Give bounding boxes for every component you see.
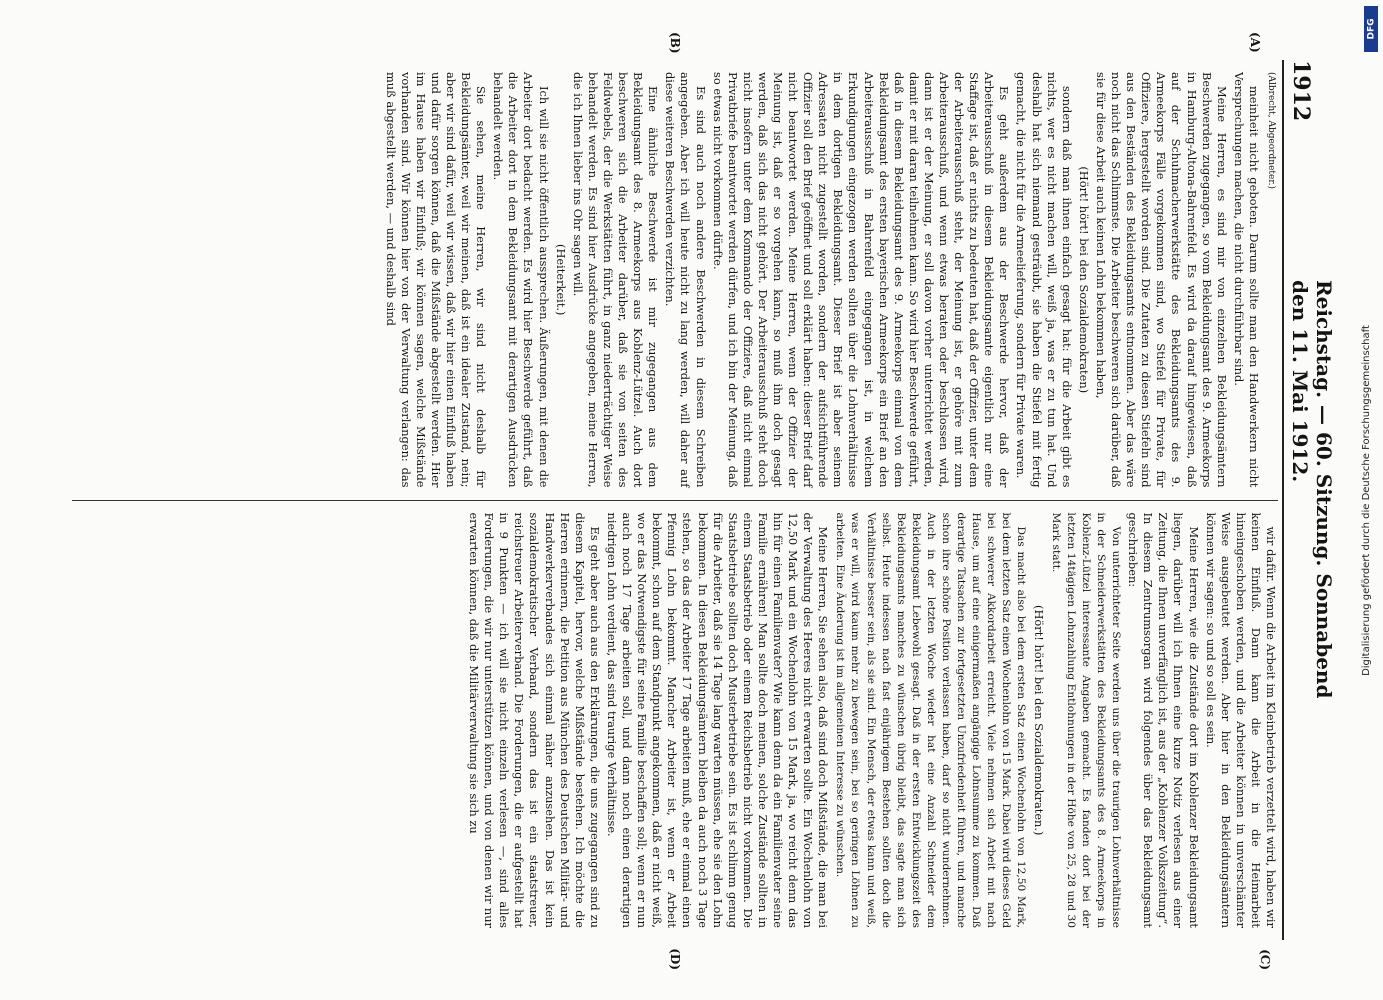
paragraph: wir dafür. Wenn die Arbeit im Kleinbetrieb verzettelt wird, haben wir keinen Einfluß. Dann kann die Arbeit in die Heimarbeit hineingeschoben werden, und die Arbeiter können in unverschämter Weise ausgebeutet werden. Aber hier in den Bekleidungsämtern können wir sagen: so und so soll es sein. xyxy=(1203,512,1278,928)
paragraph: Meine Herren, Sie sehen also, daß sind doch Mißstände, die man bei der Verwaltung des Heeres nicht erwarten sollte. Ein Wochenlohn von 12,50 Mark und ein Wochenlohn von 15 Mark, ja, wo reicht denn das hin für einen Familienvater? Wie kann denn da ein Familienvater seine Familie ernähren! Man sollte doch meinen, solche Zustände sollten in einem Staatsbetrieb oder einem Reichsbetrieb nicht vorkommen. Die Staatsbetriebe sollten doch Musterbetriebe sein. Es ist schlimm genug für die Arbeiter, daß sie 14 Tage lang warten müssen, ehe sie den Lohn bekommen. In diesen Bekleidungsämtern bleiben da auch noch 3 Tage stehen, so das der Arbeiter 17 Tage arbeiten muß, ehe er einmal einen Pfennig Lohn bekommt. Mancher Arbeiter ist, wenn er Arbeit bekommt, schon auf dem Standpunkt angekommen, daß er nicht weiß, wo er das Notwendigste für seine Familie beschaffen soll; wenn er nun auch noch 17 Tage arbeiten soll, und dann noch einen derartigen niedrigen Lohn verdient, das sind traurige Verhältnisse. xyxy=(604,512,830,928)
left-column xyxy=(72,60,1278,500)
dfg-logo: DFG xyxy=(1364,6,1378,52)
margin-marker-b: (B) xyxy=(667,32,682,54)
quoted-paragraph: Das macht also bei dem ersten Satz einen Wochenlohn von 12,50 Mark, bei dem letzten Satz einen Wochenlohn von 15 Mark. Dabei wird dieses Geld bei schwerer Akkordarbeit erreicht. Viele nehmen sich Arbeit mit nach Hause, um auf eine einigermaßen angängige Lohnsumme zu kommen. Daß derartige Tatsachen zur fortgesetzten Unzufriedenheit führen, und manche schon ihre schöne Position verlassen haben, darf so nicht wundernehmen. Auch in der letzten Woche wieder hat eine Anzahl Schneider dem Bekleidungsamt Lebewohl gesagt. Daß in der ersten Entwicklungszeit des Bekleidungsamts manches zu wünschen übrig bleibt, das sagte man sich selbst. Heute indessen nach fast einjährigem Bestehen sollten doch die Verhältnisse besser sein, als sie sind. Ein Mensch, der etwas kann und weiß, was er will, wird kaum mehr zu bewegen sein, bei so geringen Löhnen zu arbeiten. Eine Änderung ist im allgemeinen Interesse zu wünschen. xyxy=(833,512,1027,928)
text-columns xyxy=(72,60,1278,940)
interjection: (Hört! hört! bei den Sozialdemokraten.) xyxy=(1031,605,1046,836)
page-header xyxy=(1282,60,1336,940)
speaker-note: (Albrecht, Abgeordneter.) xyxy=(1265,72,1276,190)
paragraph: Sie sehen, meine Herren, wir sind nicht deshalb für Bekleidungsämter, weil wir meinen, daß ist ein idealer Zustand, nein; aber wir sind dafür, weil wir wissen, daß wir hier einen Einfluß haben und dafür sorgen können, daß die Mißstände abgestellt werden. Hier im Hause haben wir Einfluß; wir können sagen, welche Mißstände vorhanden sind. Wir können hier von der Verwaltung verlangen: das muß abgestellt werden, — und deshalb sind xyxy=(383,72,488,488)
digitization-note: Digitalisierung gefördert durch die Deutsche Forschungsgemeinschaft xyxy=(1360,324,1372,676)
paragraph: Meine Herren, es sind mir von einzelnen Bekleidungsämtern Beschwerden zugegangen, so vom Bekleidungsamt des 9. Armeekorps in Hamburg-Altona-Bahrenfeld. Es wird da darauf hingewiesen, daß auf der Schuhmacherwerkstätte des Bekleidungsamts des 9. Armeekorps Fälle vorgekommen sind, wo Stiefel für Private, für Offiziere, hergestellt worden sind. Die Zutaten zu diesen Stiefeln sind aus den Beständen des Bekleidungsamts entnommen. Aber das wäre noch nicht das Schlimmste. Die Arbeiter beschweren sich darüber, daß sie für diese Arbeit auch keinen Lohn bekommen haben, xyxy=(1093,72,1229,488)
paragraph: Eine ähnliche Beschwerde ist mir zugegangen aus dem Bekleidungsamt des 8. Armeekorps aus Koblenz-Lützel. Auch dort beschweren sich die Arbeiter darüber, daß sie von seiten des Feldwebels, der die Werkstätten führt, in ganz niederträchtiger Weise behandelt werden. Es sind hier Ausdrücke angegeben, meine Herren, die ich Ihnen lieber ins Ohr sagen will. xyxy=(570,72,660,488)
interjection: (Hört! hört! bei den Sozialdemokraten) xyxy=(1076,166,1091,394)
paragraph: Es geht außerdem aus der Beschwerde hervor, daß der Arbeiterausschuß in diesem Bekleidungsamte eigentlich nur eine Staffage ist, daß er nichts zu bedeuten hat, daß der Offizier, unter dem der Arbeiterausschuß steht, der Meinung ist, er gehöre mit zum Arbeiterausschuß, und wenn etwas beraten oder beschlossen wird, dann ist er der Meinung, er soll davon vorher unterrichtet werden, damit er mit daran teilnehmen kann. So wird hier Beschwerde geführt, daß in diesem Bekleidungsamt des 9. Armeekorps einmal von dem Bekleidungsamt des ersten bayerischen Armeekorps ein Brief an den Arbeiterausschuß in Bahrenfeld eingegangen ist, in welchem Erkundigungen eingezogen werden sollten über die Lohnverhältnisse in dem dortigen Bekleidungsamt. Dieser Brief ist aber seinem Adressaten nicht zugestellt worden, sondern der aufsichtführende Offizier soll den Brief geöffnet und soll erklärt haben: dieser Brief darf nicht beantwortet werden. Meine Herren, wenn der Offizier der Meinung ist, daß er so vorgehen kann, so muß ihm doch gesagt werden, daß sich das nicht gehört. Der Arbeiterausschuß steht doch nicht insofern unter dem Kommando der Offiziere, daß nicht einmal Privatbriefe beantwortet werden dürfen, und ich bin der Meinung, daß so etwas nicht vorkommen dürfte. xyxy=(710,72,1011,488)
page-title: Reichstag. — 60. Sitzung. Sonnabend den 11. Mai 1912. xyxy=(1287,280,1336,699)
right-column xyxy=(72,501,1278,941)
paragraph: sondern daß man ihnen einfach gesagt hat: für die Arbeit gibt es nichts, wer es nicht machen will, weiß ja, was er zu tun hat. Und deshalb hat sich niemand gesträubt, sie haben die Stiefel mit fertig gemacht, die nicht für die Armeelieferung, sondern für Private waren. xyxy=(1014,72,1074,488)
paragraph: Es sind auch noch andere Beschwerden in diesem Schreiben angegeben. Aber ich will heute nicht zu lang werden, will daher auf diese weiteren Beschwerden verzichten. xyxy=(662,72,708,488)
paragraph: meinheit nicht geboten. Darum sollte man den Handwerkern nicht Versprechungen machen, die nicht durchführbar sind. xyxy=(1231,72,1261,488)
quoted-paragraph: Von unterrichteter Seite werden uns über die traurigen Lohnverhältnisse in der Schneiderwerkstätten des Bekleidungsamts des 8. Armeekorps in Koblenz-Lützel interessante Angaben gemacht. Es fanden dort bei der letzten 14tägigen Lohnzahlung Entlohnungen in der Höhe von 25, 28 und 30 Mark statt. xyxy=(1049,512,1122,928)
paragraph: Es geht aber auch aus den Erklärungen, die uns zugegangen sind zu diesem Kapitel, hervor, welche Mißstände bestehen. Ich möchte die Herren erinnern, die Petition aus München des Deutschen Militär- und Handwerkerverbandes sich einmal näher anzusehen. Das ist kein sozialdemokratischer Verband, sondern das ist ein staatstreuer, reichstreuer Arbeiterverband. Die Forderungen, die er aufgestellt hat in 9 Punkten — ich will sie nicht einzeln verlesen —, sind alles Forderungen, die wir nur unterstützen können, und von denen wir nur erwarten können, daß die Militärverwaltung sie sich zu xyxy=(466,512,602,928)
margin-marker-c: (C) xyxy=(1257,949,1272,970)
paragraph: Meine Herren, wie die Zustände dort im Koblenzer Bekleidungsamt liegen, darüber will ich Ihnen eine kurze Notiz verlesen aus einer Zeitung, die Ihnen unverfänglich ist, aus der „Koblenzer Volkszeitung“. In diesem Zentrumsorgan wird folgendes über das Bekleidungsamt geschrieben: xyxy=(1125,512,1201,928)
rotated-page-content xyxy=(62,32,1336,970)
paragraph: Ich will sie nicht öffentlich aussprechen. Äußerungen, mit denen die Arbeiter dort bedacht werden. Es wird hier Beschwerde geführt, daß die Arbeiter dort in dem Bekleidungsamt mit derartigen Ausdrücken behandelt werden. xyxy=(490,72,551,488)
page-number: 1912 xyxy=(1287,60,1314,122)
margin-marker-d: (D) xyxy=(667,948,682,970)
margin-marker-a: (A) xyxy=(1247,32,1262,53)
interjection: (Heiterkeit.) xyxy=(553,244,568,316)
